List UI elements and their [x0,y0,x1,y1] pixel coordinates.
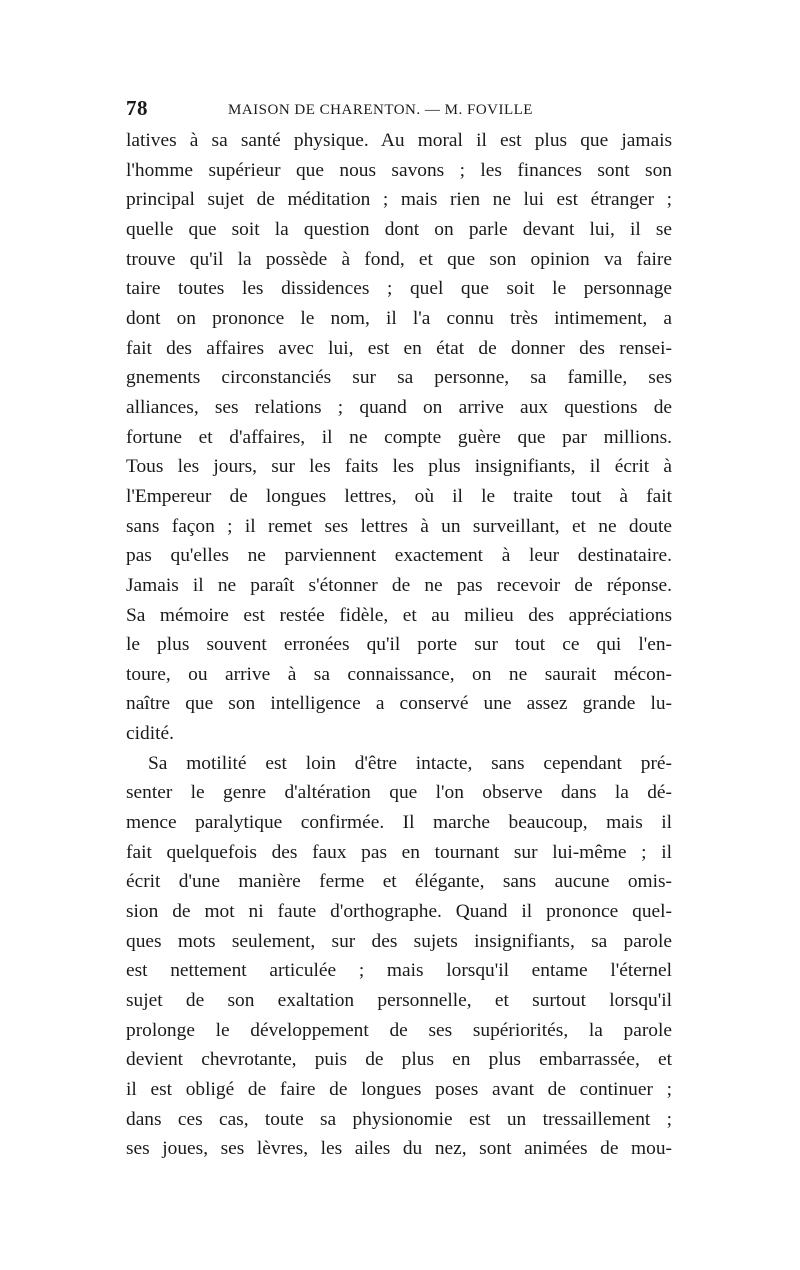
text-line: ses joues, ses lèvres, les ailes du nez, sont animées de mou- [126,1138,672,1160]
text-line: fait des affaires avec lui, est en état de donner des rensei- [126,337,672,359]
text-line: quelle que soit la question dont on parle devant lui, il se [126,218,672,240]
text-line: écrit d'une manière ferme et élégante, sans aucune omis- [126,871,672,893]
text-line: il est obligé de faire de longues poses avant de continuer ; [126,1079,672,1100]
text-line: pas qu'elles ne parviennent exactement à leur destinataire. [126,545,672,567]
text-line: le plus souvent erronées qu'il porte sur tout ce qui l'en- [126,634,672,656]
text-line: sans façon ; il remet ses lettres à un surveillant, et ne doute [126,515,672,537]
text-line: Sa motilité est loin d'être intacte, sans cependant pré- [148,752,672,774]
text-line: Sa mémoire est restée fidèle, et au milieu des appréciations [126,604,672,626]
text-line: devient chevrotante, puis de plus en plus embarrassée, et [126,1049,672,1071]
body-text [126,126,672,1164]
page-number: 78 [126,96,148,120]
text-line: alliances, ses relations ; quand on arrive aux questions de [126,396,672,418]
text-line: taire toutes les dissidences ; quel que soit le personnage [126,278,672,300]
text-line: fortune et d'affaires, il ne compte guère que par millions. [126,426,672,448]
text-line: trouve qu'il la possède à fond, et que son opinion va faire [126,248,672,270]
text-line: Tous les jours, sur les faits les plus insignifiants, il écrit à [126,456,672,478]
text-line: toure, ou arrive à sa connaissance, on ne saurait mécon- [126,663,672,685]
text-line: cidité. [126,723,174,745]
text-line: l'Empereur de longues lettres, où il le traite tout à fait [126,485,672,507]
text-line: dont on prononce le nom, il l'a connu très intimement, a [126,307,672,329]
text-line: est nettement articulée ; mais lorsqu'il entame l'éternel [126,960,672,982]
text-line: latives à sa santé physique. Au moral il est plus que jamais [126,130,672,151]
running-head [126,94,684,122]
text-line: dans ces cas, toute sa physionomie est un tressaillement ; [126,1108,672,1130]
text-line: senter le genre d'altération que l'on observe dans la dé- [126,782,672,804]
text-line: fait quelquefois des faux pas en tournant sur lui-même ; il [126,841,672,863]
text-line: sion de mot ni faute d'orthographe. Quand il prononce quel- [126,901,672,923]
text-line: gnements circonstanciés sur sa personne, sa famille, ses [126,367,672,389]
text-line: sujet de son exaltation personnelle, et surtout lorsqu'il [126,990,672,1012]
running-title: MAISON DE CHARENTON. — M. FOVILLE [228,102,533,118]
text-line: naître que son intelligence a conservé une assez grande lu- [126,693,672,715]
text-line: Jamais il ne paraît s'étonner de ne pas recevoir de réponse. [126,574,672,596]
text-line: l'homme supérieur que nous savons ; les finances sont son [126,159,672,181]
paragraph-2 [126,749,672,1164]
text-line: mence paralytique confirmée. Il marche beaucoup, mais il [126,812,672,834]
text-line: prolonge le développement de ses supériorités, la parole [126,1019,672,1041]
paragraph-1 [126,126,672,749]
text-line: ques mots seulement, sur des sujets insignifiants, sa parole [126,930,672,952]
text-line: principal sujet de méditation ; mais rien ne lui est étranger ; [126,189,672,211]
